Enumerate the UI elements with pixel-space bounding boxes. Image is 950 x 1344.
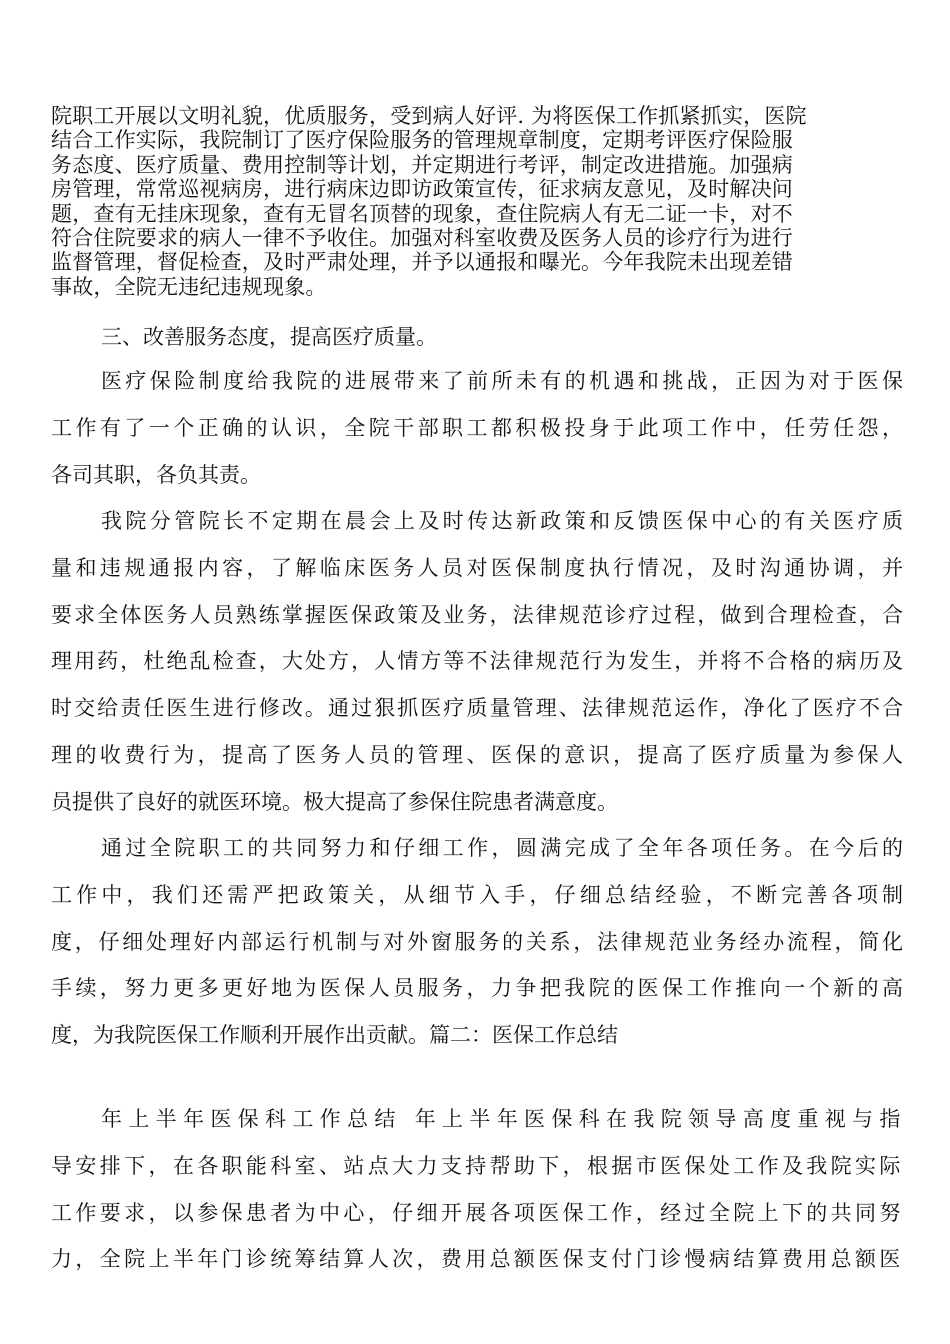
text-line: 各司其职，各负其责。	[51, 462, 261, 487]
text-line: 理的收费行为，提高了医务人员的管理、医保的意识，提高了医疗质量为参保人	[51, 742, 903, 767]
paragraph-3	[51, 825, 903, 1059]
text-line: 房管理，常常巡视病房，进行病床边即访政策宣传，征求病友意见，及时解决问	[51, 177, 793, 202]
text-line: 度，仔细处理好内部运行机制与对外窗服务的关系，法律规范业务经办流程，简化	[51, 929, 903, 954]
text-line: 力，全院上半年门诊统筹结算人次，费用总额医保支付门诊慢病结算费用总额医	[51, 1247, 903, 1272]
text-line: 度，为我院医保工作顺利开展作出贡献。篇二：医保工作总结	[51, 1023, 618, 1048]
text-line: 题，查有无挂床现象，查有无冒名顶替的现象，查住院病人有无二证一卡，对不	[51, 201, 793, 226]
text-line: 医疗保险制度给我院的进展带来了前所未有的机遇和挑战，正因为对于医保	[101, 369, 903, 393]
text-line: 务态度、医疗质量、费用控制等计划，并定期进行考评，制定改进措施。加强病	[51, 152, 793, 177]
text-line: 符合住院要求的病人一律不予收住。加强对科室收费及医务人员的诊疗行为进行	[51, 226, 793, 251]
text-line: 量和违规通报内容，了解临床医务人员对医保制度执行情况，及时沟通协调，并	[51, 555, 903, 580]
text-line: 手续，努力更多更好地为医保人员服务，力争把我院的医保工作推向一个新的高	[51, 976, 903, 1001]
text-line: 要求全体医务人员熟练掌握医保政策及业务，法律规范诊疗过程，做到合理检查，合	[51, 602, 903, 627]
intro-paragraph	[51, 104, 851, 299]
section-heading: 三、改善服务态度，提高医疗质量。	[101, 325, 437, 349]
paragraph-1	[51, 358, 903, 498]
text-line: 理用药，杜绝乱检查，大处方，人情方等不法律规范行为发生，并将不合格的病历及	[51, 649, 903, 674]
text-line: 工作要求，以参保患者为中心，仔细开展各项医保工作，经过全院上下的共同努	[51, 1200, 903, 1225]
text-line: 我院分管院长不定期在晨会上及时传达新政策和反馈医保中心的有关医疗质	[101, 509, 903, 533]
text-line: 时交给责任医生进行修改。通过狠抓医疗质量管理、法律规范运作，净化了医疗不合	[51, 696, 903, 721]
text-line: 事故，全院无违纪违规现象。	[51, 274, 327, 299]
text-line: 工作有了一个正确的认识，全院干部职工都积极投身于此项工作中，任劳任怨，	[51, 415, 903, 440]
text-line: 通过全院职工的共同努力和仔细工作，圆满完成了全年各项任务。在今后的	[101, 836, 903, 860]
paragraph-2	[51, 498, 903, 826]
text-line: 工作中，我们还需严把政策关，从细节入手，仔细总结经验，不断完善各项制	[51, 882, 903, 907]
text-line: 院职工开展以文明礼貌，优质服务，受到病人好评. 为将医保工作抓紧抓实，医院	[51, 104, 807, 128]
paragraph-4	[51, 1096, 903, 1283]
text-line: 监督管理，督促检查，及时严肃处理，并予以通报和曝光。今年我院未出现差错	[51, 250, 793, 275]
text-line: 员提供了良好的就医环境。极大提高了参保住院患者满意度。	[51, 789, 618, 814]
text-line: 年上半年医保科工作总结 年上半年医保科在我院领导高度重视与指	[101, 1107, 903, 1131]
text-line: 结合工作实际，我院制订了医疗保险服务的管理规章制度，定期考评医疗保险服	[51, 128, 793, 153]
text-line: 导安排下，在各职能科室、站点大力支持帮助下，根据市医保处工作及我院实际	[51, 1153, 903, 1178]
